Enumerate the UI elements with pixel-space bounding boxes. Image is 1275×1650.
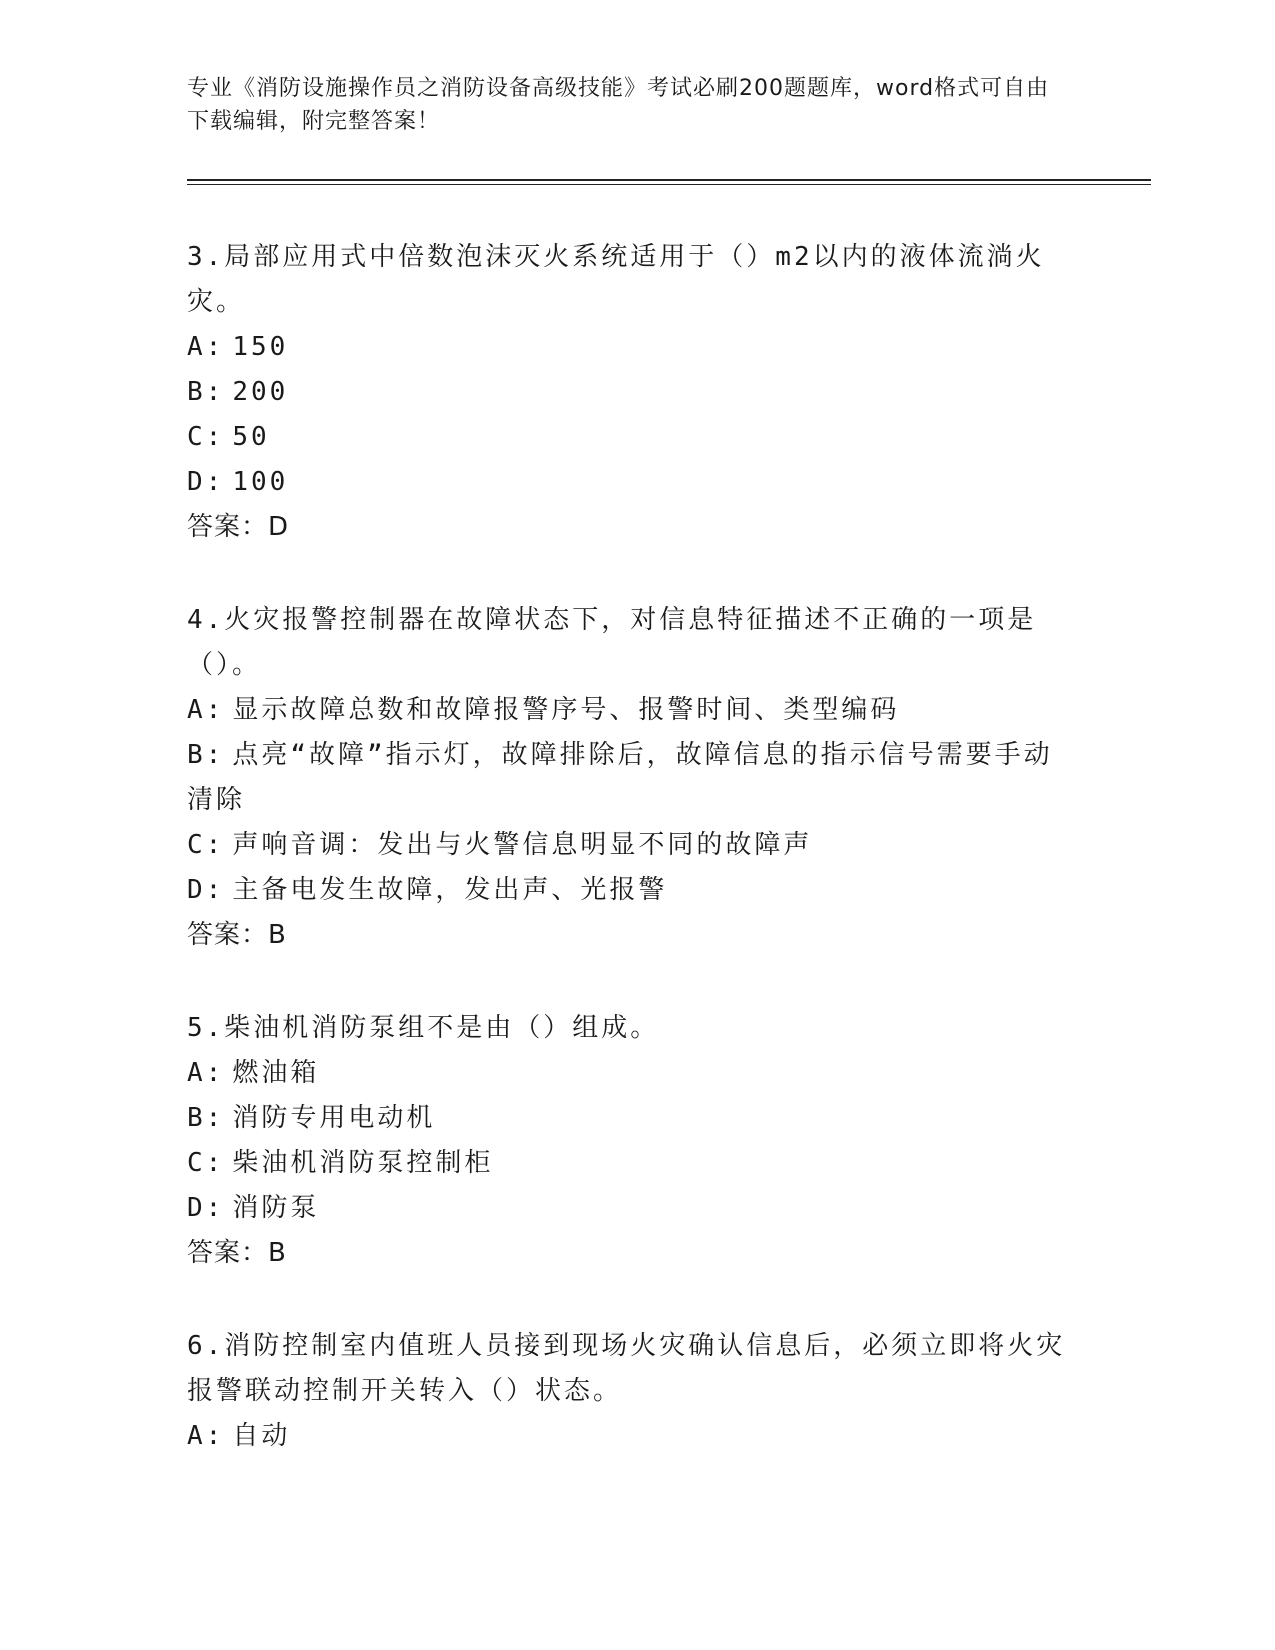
option-text: 显示故障总数和故障报警序号、报警时间、类型编码 bbox=[232, 695, 900, 725]
option-text: 100 bbox=[232, 467, 289, 497]
option-text: 150 bbox=[232, 332, 289, 362]
option-letter: A: bbox=[187, 1421, 225, 1451]
answer-line: 答案：D bbox=[187, 512, 290, 542]
option-letter: D: bbox=[187, 875, 225, 905]
option-text: 消防泵 bbox=[232, 1193, 320, 1223]
option-letter: A: bbox=[187, 332, 225, 362]
option-letter: B: bbox=[187, 740, 225, 770]
header-rule-thick bbox=[187, 179, 1151, 181]
option-a bbox=[187, 1414, 1067, 1459]
header-rule-thin bbox=[187, 184, 1151, 185]
option-text: 点亮“故障”指示灯，故障排除后，故障信息的指示信号需要手动清除 bbox=[187, 740, 1053, 815]
option-b bbox=[187, 733, 1067, 823]
option-c bbox=[187, 415, 1067, 460]
answer-line: 答案：B bbox=[187, 920, 287, 950]
option-letter: C: bbox=[187, 1148, 225, 1178]
option-text: 柴油机消防泵控制柜 bbox=[232, 1148, 494, 1178]
option-text: 自动 bbox=[232, 1421, 291, 1451]
option-letter: B: bbox=[187, 1103, 225, 1133]
option-letter: C: bbox=[187, 422, 225, 452]
question-stem: 5.柴油机消防泵组不是由（）组成。 bbox=[187, 1013, 660, 1043]
option-text: 消防专用电动机 bbox=[232, 1103, 436, 1133]
option-d bbox=[187, 868, 1067, 913]
option-a bbox=[187, 688, 1067, 733]
option-text: 声响音调：发出与火警信息明显不同的故障声 bbox=[232, 830, 813, 860]
question-3 bbox=[187, 235, 1067, 550]
option-b bbox=[187, 370, 1067, 415]
option-d bbox=[187, 1186, 1067, 1231]
answer-line: 答案：B bbox=[187, 1238, 287, 1268]
option-c bbox=[187, 1141, 1067, 1186]
question-5 bbox=[187, 1006, 1067, 1276]
question-stem: 3.局部应用式中倍数泡沫灭火系统适用于（）m2以内的液体流淌火灾。 bbox=[187, 242, 1045, 317]
option-d bbox=[187, 460, 1067, 505]
question-list bbox=[187, 235, 1067, 1507]
option-a bbox=[187, 325, 1067, 370]
document-header: 专业《消防设施操作员之消防设备高级技能》考试必刷200题题库，word格式可自由下载编辑，附完整答案！ bbox=[187, 76, 1050, 134]
option-text: 主备电发生故障，发出声、光报警 bbox=[232, 875, 668, 905]
question-4 bbox=[187, 598, 1067, 958]
question-6 bbox=[187, 1324, 1067, 1459]
option-text: 200 bbox=[232, 377, 289, 407]
question-stem: 4.火灾报警控制器在故障状态下，对信息特征描述不正确的一项是（）。 bbox=[187, 605, 1037, 680]
option-text: 50 bbox=[232, 422, 270, 452]
option-letter: A: bbox=[187, 695, 225, 725]
option-letter: A: bbox=[187, 1058, 225, 1088]
option-letter: D: bbox=[187, 1193, 225, 1223]
option-letter: C: bbox=[187, 830, 225, 860]
question-stem: 6.消防控制室内值班人员接到现场火灾确认信息后，必须立即将火灾报警联动控制开关转入（）状态。 bbox=[187, 1331, 1066, 1406]
option-b bbox=[187, 1096, 1067, 1141]
option-letter: B: bbox=[187, 377, 225, 407]
option-a bbox=[187, 1051, 1067, 1096]
option-letter: D: bbox=[187, 467, 225, 497]
option-c bbox=[187, 823, 1067, 868]
option-text: 燃油箱 bbox=[232, 1058, 320, 1088]
